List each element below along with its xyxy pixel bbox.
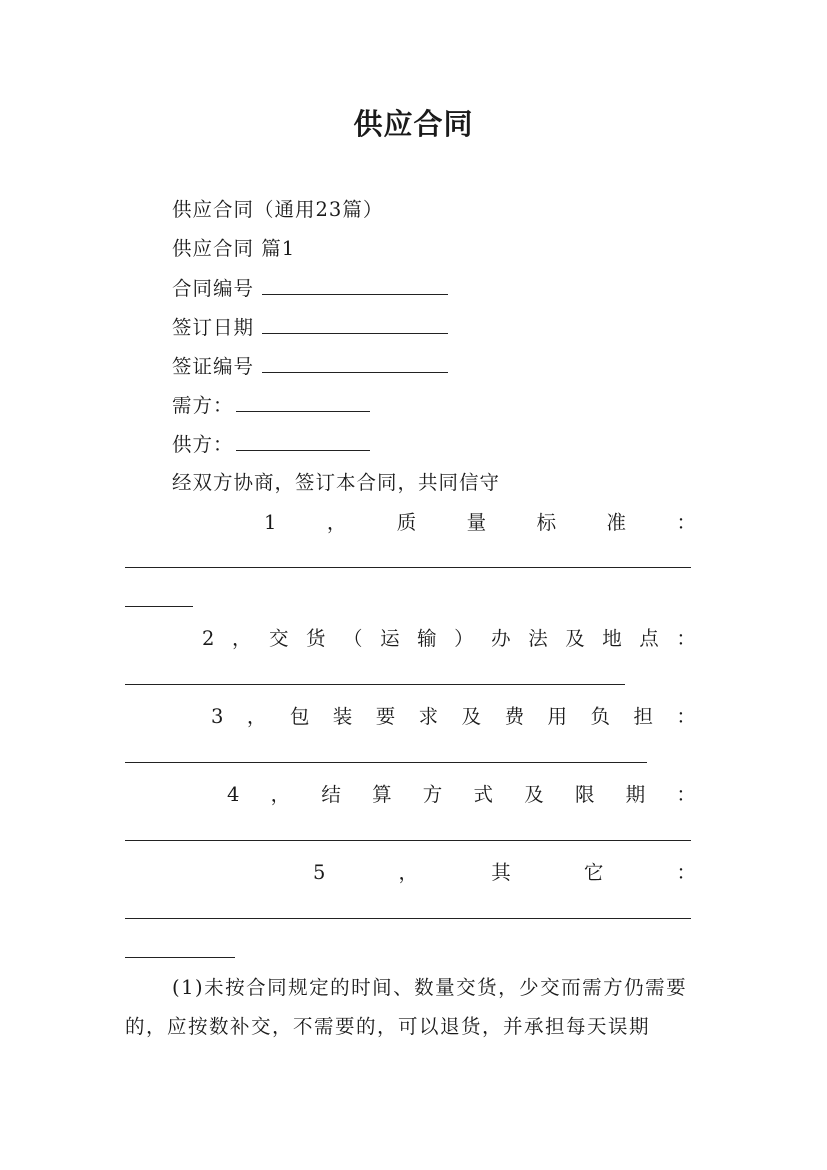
- char: 方: [422, 783, 443, 806]
- item-quality-blank-line: [125, 567, 691, 568]
- char: 期: [625, 783, 646, 806]
- item-packaging-blank-line: [125, 762, 647, 763]
- char: 地: [602, 627, 622, 650]
- char: 求: [418, 705, 439, 728]
- char: ）: [454, 627, 474, 650]
- char: ，: [231, 627, 252, 650]
- char: 量: [466, 511, 487, 534]
- visa-number-label: 签证编号: [172, 355, 255, 378]
- buyer-blank: [236, 391, 370, 412]
- char: 算: [372, 783, 392, 806]
- char: 1: [264, 511, 277, 534]
- char: ，: [326, 511, 347, 534]
- supplier-blank: [236, 430, 370, 451]
- item-other-blank-line: [125, 918, 691, 919]
- char: 及: [461, 705, 482, 728]
- char: 5: [313, 861, 326, 884]
- char: ，: [270, 783, 291, 806]
- char: 货: [306, 627, 326, 650]
- item-settlement-heading: [227, 781, 696, 809]
- item-quality-blank-line: [125, 606, 193, 607]
- char: 负: [590, 705, 610, 728]
- char: 3: [211, 705, 224, 728]
- char: 结: [321, 783, 341, 806]
- part-heading: 供应合同 篇1: [172, 237, 296, 260]
- document-title: 供应合同: [353, 107, 474, 141]
- char: 担: [633, 705, 653, 728]
- item-other-heading: [313, 859, 696, 887]
- char: 输: [417, 627, 437, 650]
- char: ：: [676, 511, 696, 534]
- char: 运: [380, 627, 400, 650]
- char: ，: [246, 705, 267, 728]
- char: ，: [398, 861, 419, 884]
- char: 办: [491, 627, 511, 650]
- char: 装: [332, 705, 353, 728]
- sign-date-blank: [262, 313, 448, 334]
- char: 交: [268, 627, 289, 650]
- visa-number-field: [172, 352, 448, 381]
- char: ：: [676, 783, 696, 806]
- contract-number-blank: [262, 274, 448, 295]
- char: 包: [289, 705, 310, 728]
- contract-number-label: 合同编号: [172, 277, 255, 300]
- char: 点: [639, 627, 659, 650]
- char: 限: [574, 783, 595, 806]
- char: 及: [524, 783, 544, 806]
- item-other-blank-line: [125, 957, 235, 958]
- char: 法: [528, 627, 548, 650]
- char: ：: [676, 861, 696, 884]
- char: 它: [583, 861, 604, 884]
- char: 质: [396, 511, 417, 534]
- supplier-field: [172, 430, 370, 459]
- char: 费: [504, 705, 525, 728]
- intro-line: 经双方协商，签订本合同，共同信守: [172, 471, 501, 494]
- char: ：: [676, 705, 696, 728]
- char: ：: [676, 627, 696, 650]
- item-packaging-heading: [211, 703, 696, 731]
- char: 准: [606, 511, 627, 534]
- buyer-field: [172, 391, 370, 420]
- char: 标: [536, 511, 557, 534]
- subtitle-line: 供应合同（通用23篇）: [172, 198, 384, 221]
- char: 及: [565, 627, 585, 650]
- item-quality-heading: [264, 509, 696, 537]
- visa-number-blank: [262, 352, 448, 373]
- char: 用: [547, 705, 568, 728]
- contract-number-field: [172, 274, 448, 303]
- item-settlement-blank-line: [125, 840, 691, 841]
- item-delivery-blank-line: [125, 684, 625, 685]
- supplier-label: 供方：: [172, 433, 234, 456]
- char: 其: [491, 861, 511, 884]
- clause-1-paragraph: (1)未按合同规定的时间、数量交货，少交而需方仍需要的，应按数补交，不需要的，可以退货，并承担每天误期: [125, 976, 688, 1038]
- char: 要: [375, 705, 396, 728]
- item-delivery-heading: [202, 625, 696, 653]
- buyer-label: 需方：: [172, 394, 234, 417]
- char: 式: [473, 783, 494, 806]
- char: （: [343, 627, 363, 650]
- sign-date-label: 签订日期: [172, 316, 255, 339]
- sign-date-field: [172, 313, 448, 342]
- char: 2: [202, 627, 215, 650]
- char: 4: [227, 783, 240, 806]
